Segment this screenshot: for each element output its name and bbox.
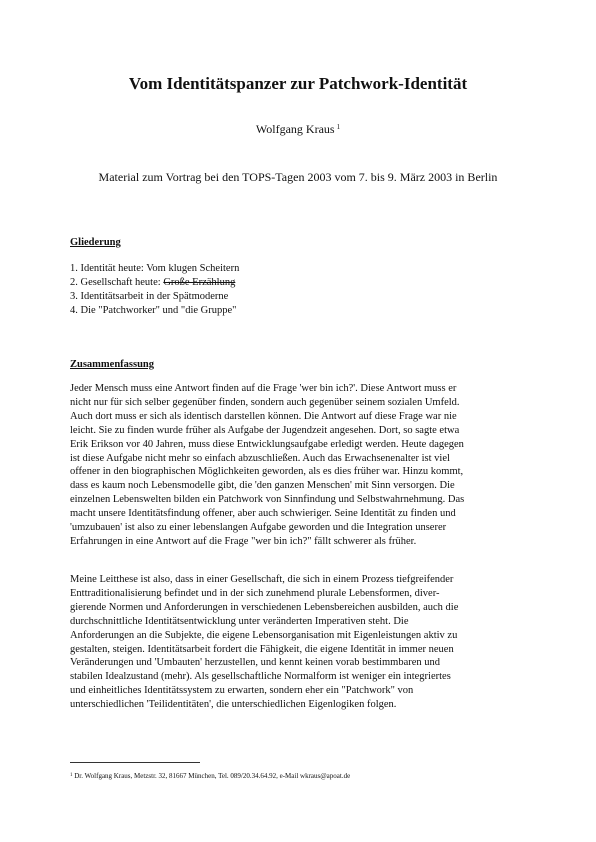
paragraph-line: durchschnittliche Identitätsentwicklung unter veränderten Imperativen steht. Die (70, 615, 409, 627)
summary-paragraph-2 (70, 573, 518, 712)
paragraph-line: leicht. Sie zu finden wurde früher als Aufgabe der Jugendzeit angesehen. Dort, so sagte etwa (70, 424, 460, 436)
author-line (0, 122, 596, 136)
paragraph-line: Anforderungen an die Subjekte, die eigene Lebensorganisation mit Eigenleistungen aktiv zu (70, 629, 458, 641)
outline-item-text: 4. Die "Patchworker" und "die Gruppe" (70, 305, 237, 316)
paragraph-line: macht unsere Identitätsfindung offener, aber auch schwieriger. Seine Identität zu finden und (70, 508, 456, 520)
paragraph-line: dass es kaum noch Lebensmodelle gibt, die 'den ganzen Menschen' mit Sinn versorgen. Die (70, 480, 455, 492)
summary-heading: Zusammenfassung (70, 359, 155, 370)
outline-item (70, 290, 239, 304)
summary-paragraph-1 (70, 382, 518, 549)
paragraph-line: gierende Normen und Anforderungen in verschiedenen Lebensbereichen ausbilden, auch die (70, 601, 459, 613)
paragraph-line: nicht nur für sich selber gegenüber finden, sondern auch gegenüber seinem sozialen Umfeld. (70, 396, 460, 408)
footnote-mark: 1 (70, 773, 73, 778)
paragraph-line: und einheitliches Identitätssystem zu erwarten, sondern eher ein "Patchwork" von (70, 685, 414, 697)
document-subtitle: Material zum Vortrag bei den TOPS-Tagen 2003 vom 7. bis 9. März 2003 in Berlin (98, 170, 498, 184)
paragraph-line: 'umzubauen' ist also zu einer lebenslangen Aufgabe geworden und die Integration unserer (70, 522, 447, 534)
paragraph-line: ist diese Aufgabe nicht mehr so einfach abzuschließen. Auch das Erwachsenenalter ist viel (70, 452, 450, 464)
footnote (70, 771, 350, 781)
paragraph-line: unterschiedlichen 'Teilidentitäten', die unterschiedlichen Eigenlogiken folgen. (70, 699, 397, 711)
paragraph-line: Enttraditionalisierung befindet und in der sich zunehmend plurale Lebensformen, diver- (70, 587, 440, 599)
paragraph-line: Jeder Mensch muss eine Antwort finden auf die Frage 'wer bin ich?'. Diese Antwort muss er (70, 383, 457, 394)
author-name: Wolfgang Kraus (255, 122, 335, 136)
outline-item (70, 276, 239, 290)
footnote-separator (70, 762, 200, 763)
author-footnote-mark[interactable]: 1 (336, 123, 341, 131)
outline-item-text: 3. Identitätsarbeit in der Spätmoderne (70, 291, 229, 302)
paragraph-line: einzelnen Lebenswelten bilden ein Patchwork von Sinnfindung und Selbstwahrnehmung. Das (70, 494, 465, 506)
paragraph-line: Erik Erikson vor 40 Jahren, muss diese Entwicklungsaufgabe erledigt werden. Heute dagegen (70, 438, 464, 450)
outline-item-text: 2. Gesellschaft heute: (70, 277, 164, 288)
outline-list (70, 262, 239, 318)
outline-heading: Gliederung (70, 237, 121, 248)
paragraph-line: Meine Leitthese ist also, dass in einer Gesellschaft, die sich in einem Prozess tiefgreifender (70, 574, 454, 585)
footnote-text[interactable]: Dr. Wolfgang Kraus, Metzstr. 32, 81667 München, Tel. 089/20.34.64.92, e-Mail wkraus@apoat.de (72, 772, 351, 780)
outline-item-strike: Große Erzählung (163, 277, 236, 288)
outline-item-text: 1. Identität heute: Vom klugen Scheitern (70, 263, 240, 274)
outline-item (70, 304, 239, 318)
document-title: Vom Identitätspanzer zur Patchwork-Identität (128, 74, 468, 93)
paragraph-line: offener in den biographischen Möglichkeiten geworden, als es dies früher war. Hinzu kommt, (70, 466, 464, 478)
paragraph-line: Auch dort muss er sich als identisch darstellen können. Die Antwort auf diese Frage war nie (70, 410, 457, 422)
paragraph-line: Veränderungen und 'Umbauten' herzustellen, und kennt keinen vorab bestimmbaren und (70, 657, 441, 669)
paragraph-line: gestalten, steigen. Identitätsarbeit fordert die Fähigkeit, die eigene Identität in immer neuen (70, 643, 454, 655)
paragraph-line: Erfahrungen in eine Antwort auf die Frage "wer bin ich?" fällt schwerer als früher. (70, 535, 417, 547)
outline-item (70, 262, 239, 276)
paragraph-line: stabilen Idealzustand (mehr). Als gesellschaftliche Normalform ist weniger ein integriertes (70, 671, 451, 683)
